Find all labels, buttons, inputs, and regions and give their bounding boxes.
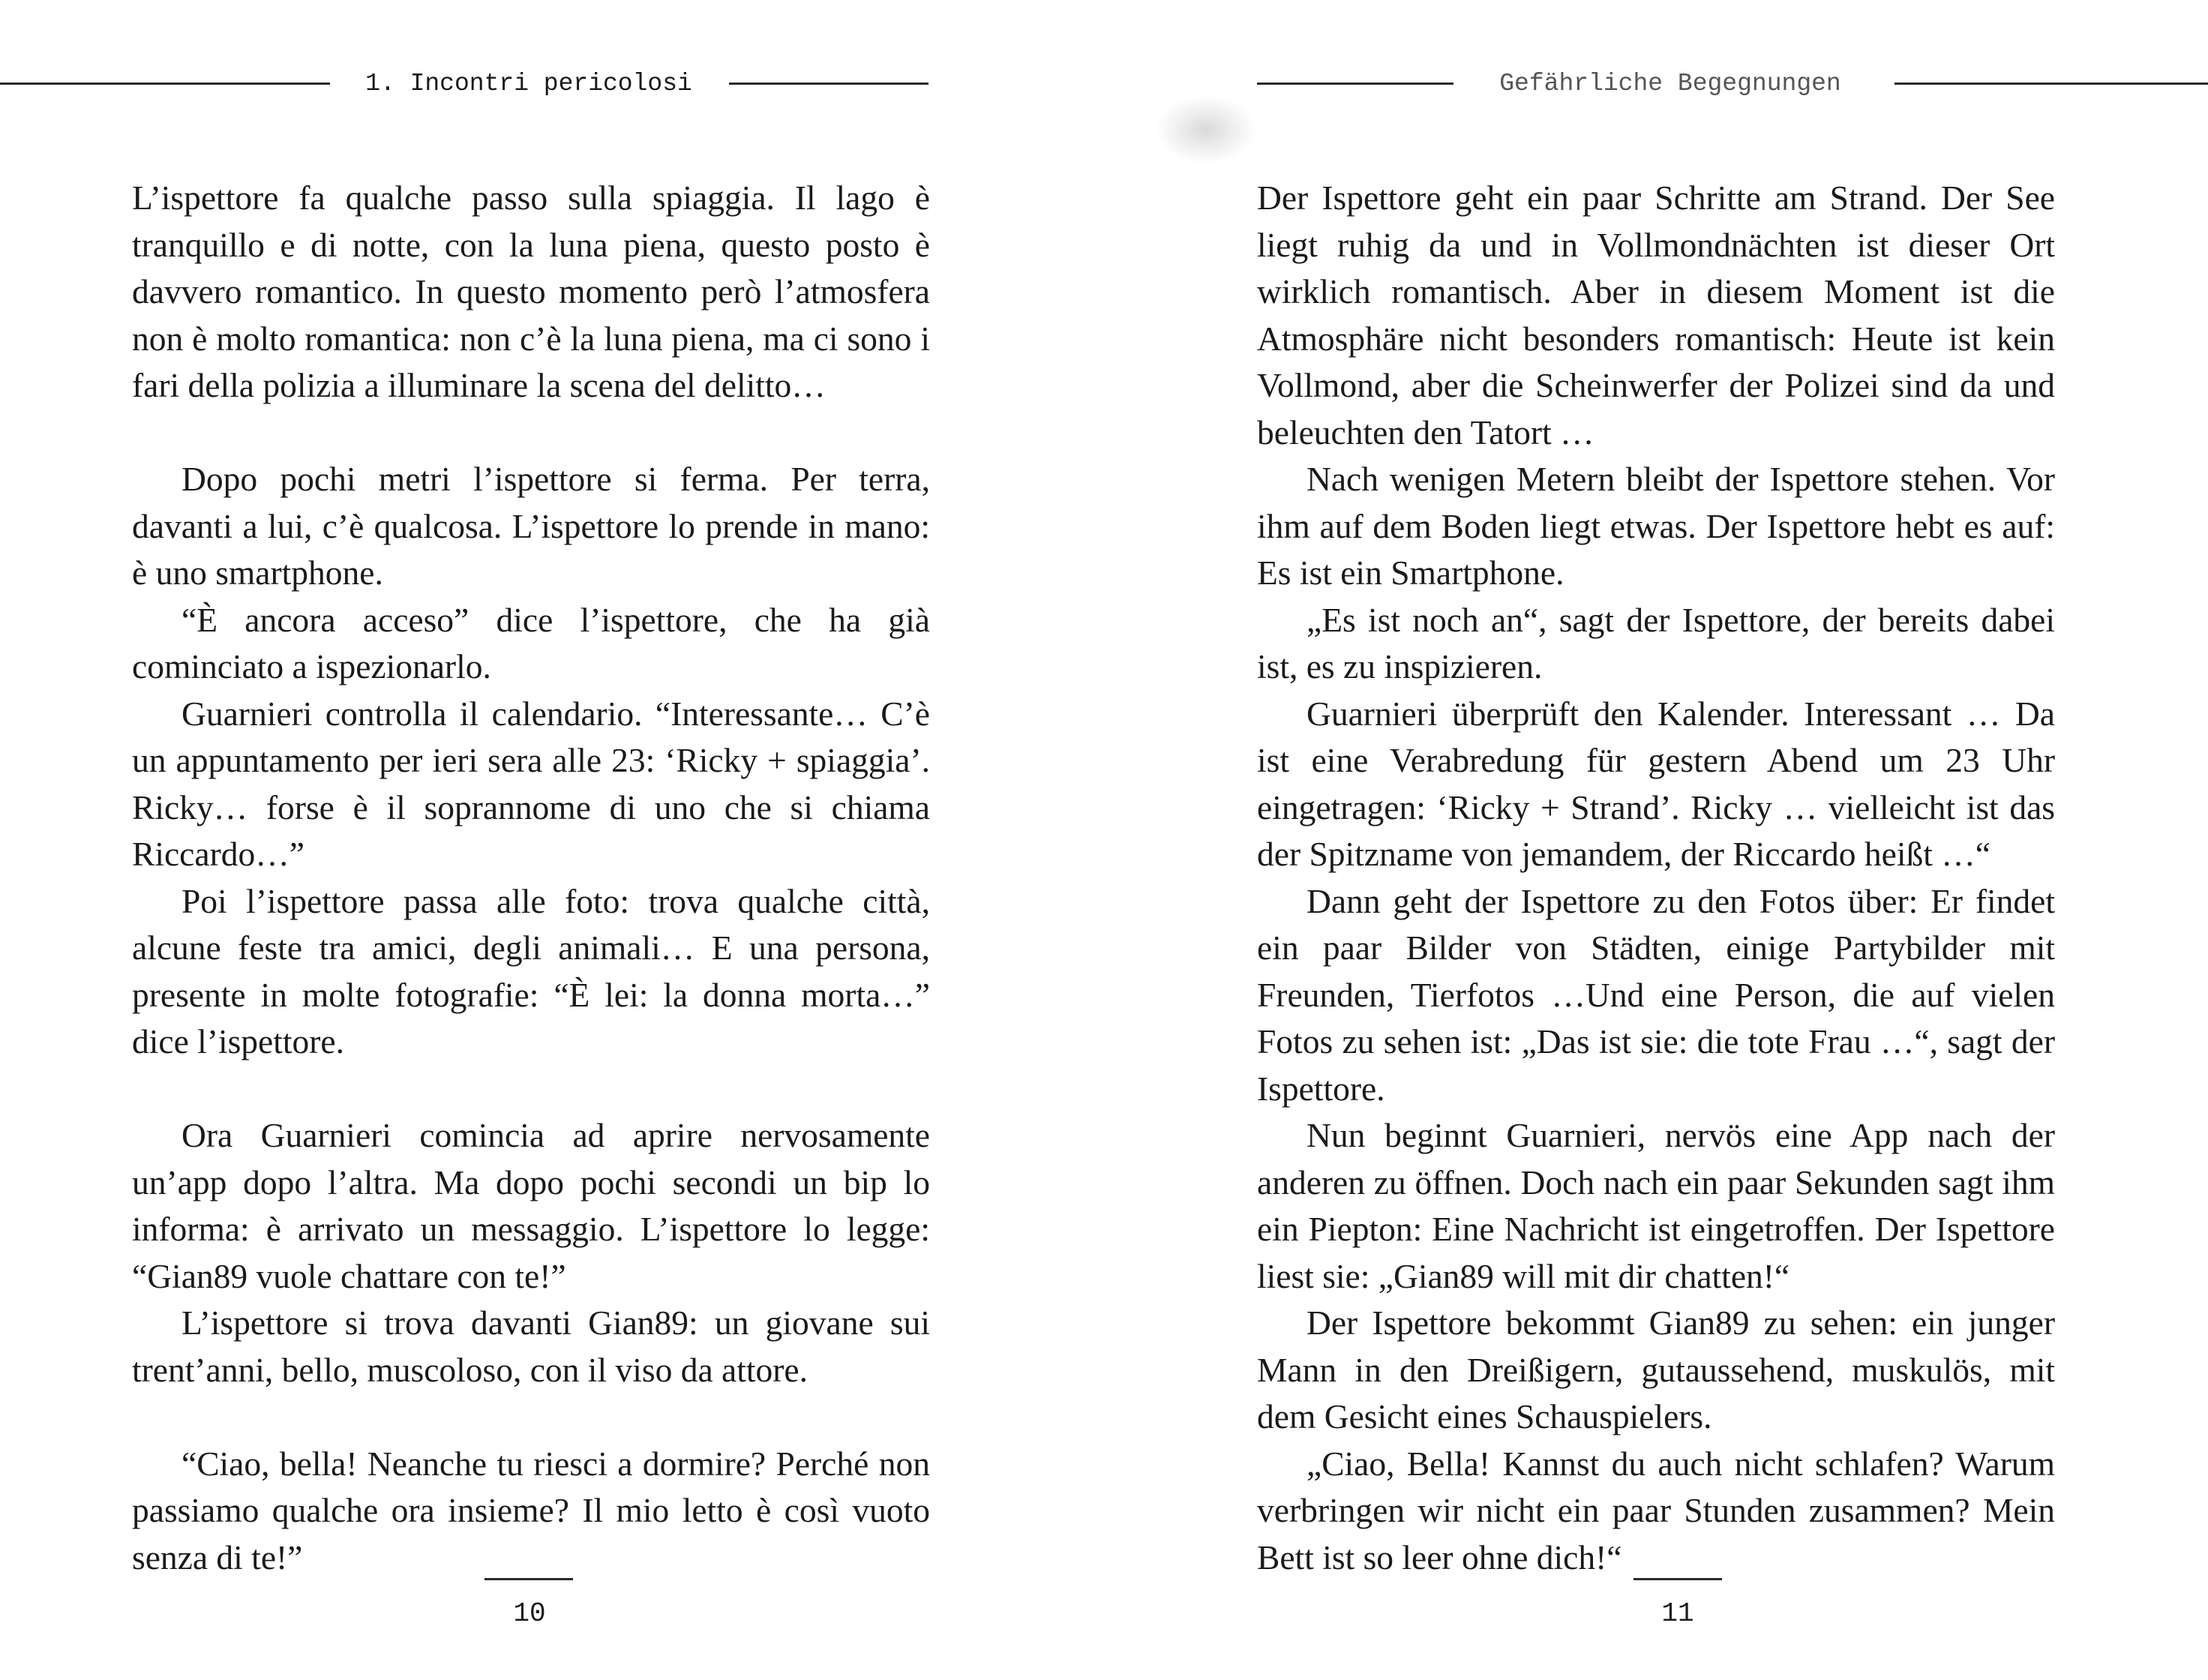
- folio-rule: [1634, 1578, 1722, 1580]
- paragraph: “È ancora acceso” dice l’ispettore, che ha già cominciato a ispezionarlo.: [132, 600, 930, 686]
- paragraph: Poi l’ispettore passa alle foto: trova qualche città, alcune feste tra amici, degli animali… E una persona, presente in molte fotografie: “È lei: la donna morta…” dice l’ispettore.: [132, 881, 930, 1060]
- header-rule-right: [729, 82, 928, 85]
- running-head: 1. Incontri pericolosi: [365, 70, 692, 98]
- header-rule-left: [0, 82, 330, 85]
- paragraph: „Es ist noch an“, sagt der Ispettore, der bereits dabei ist, es zu inspizieren.: [1257, 600, 2055, 686]
- body-text: [1257, 175, 2055, 1581]
- paragraph: L’ispettore fa qualche passo sulla spiaggia. Il lago è tranquillo e di notte, con la luna piena, questo posto è davvero romantico. In questo momento però l’atmosfera non è molto romantica: non c’è la luna piena, ma ci sono i fari della polizia a illuminare la scena del delitto…: [132, 178, 930, 404]
- paragraph: Dann geht der Ispettore zu den Fotos über: Er findet ein paar Bilder von Städten, einige Partybilder mit Freunden, Tierfotos …Und eine Person, die auf vielen Fotos zu sehen ist: „Das ist sie: die tote Frau …“, sagt der Ispettore.: [1257, 881, 2055, 1108]
- paper-smudge: [1156, 96, 1256, 164]
- running-head: Gefährliche Begegnungen: [1499, 70, 1841, 98]
- paragraph: Nun beginnt Guarnieri, nervös eine App nach der anderen zu öffnen. Doch nach ein paar Sekunden sagt ihm ein Piepton: Eine Nachricht ist eingetroffen. Der Ispettore liest sie: „Gian89 will mit dir chatten!“: [1257, 1116, 2055, 1295]
- folio-rule: [484, 1578, 573, 1580]
- paragraph: Guarnieri controlla il calendario. “Interessante… C’è un appuntamento per ieri sera alle 23: ‘Ricky + spiaggia’. Ricky… forse è il soprannome di uno che si chiama Riccardo…”: [132, 694, 930, 873]
- paragraph: “Ciao, bella! Neanche tu riesci a dormire? Perché non passiamo qualche ora insieme? Il mio letto è così vuoto senza di te!”: [132, 1444, 930, 1576]
- paragraph: Nach wenigen Metern bleibt der Ispettore stehen. Vor ihm auf dem Boden liegt etwas. Der Ispettore hebt es auf: Es ist ein Smartphone.: [1257, 460, 2055, 592]
- page-number: 10: [513, 1598, 546, 1629]
- paragraph: Der Ispettore bekommt Gian89 zu sehen: ein junger Mann in den Dreißigern, gutaussehend, muskulös, mit dem Gesicht eines Schauspielers.: [1257, 1304, 2055, 1436]
- page-number: 11: [1661, 1598, 1694, 1629]
- right-page: [1104, 0, 2208, 1680]
- paragraph: Dopo pochi metri l’ispettore si ferma. Per terra, davanti a lui, c’è qualcosa. L’ispettore lo prende in mano: è uno smartphone.: [132, 460, 930, 592]
- body-text: [132, 175, 930, 1581]
- paragraph: „Ciao, Bella! Kannst du auch nicht schlafen? Warum verbringen wir nicht ein paar Stunden zusammen? Mein Bett ist so leer ohne dich!“: [1257, 1444, 2055, 1576]
- paragraph: Der Ispettore geht ein paar Schritte am Strand. Der See liegt ruhig da und in Vollmondnächten ist dieser Ort wirklich romantisch. Aber in diesem Moment ist die Atmosphäre nicht besonders romantisch: Heute ist kein Vollmond, aber die Scheinwerfer der Polizei sind da und beleuchten den Tatort …: [1257, 178, 2055, 452]
- header-rule-left: [1257, 82, 1454, 85]
- paragraph: Ora Guarnieri comincia ad aprire nervosamente un’app dopo l’altra. Ma dopo pochi secondi un bip lo informa: è arrivato un messaggio. L’ispettore lo legge: “Gian89 vuole chattare con te!”: [132, 1116, 930, 1295]
- paragraph: L’ispettore si trova davanti Gian89: un giovane sui trent’anni, bello, muscoloso, con il viso da attore.: [132, 1304, 930, 1389]
- paragraph: Guarnieri überprüft den Kalender. Interessant … Da ist eine Verabredung für gestern Abend um 23 Uhr eingetragen: ‘Ricky + Strand’. Ricky … vielleicht ist das der Spitzname von jemandem, der Riccardo heißt …“: [1257, 694, 2055, 873]
- header-rule-right: [1894, 82, 2208, 85]
